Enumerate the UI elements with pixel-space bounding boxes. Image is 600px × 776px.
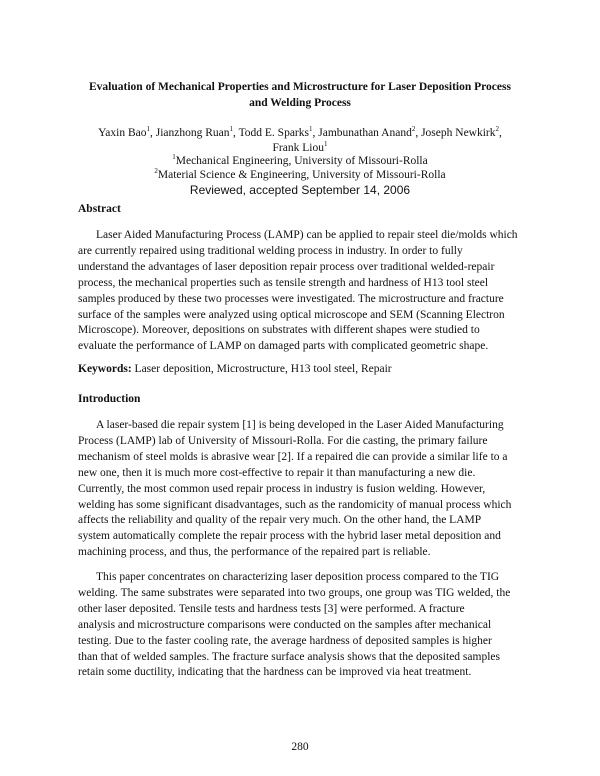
author: Todd E. Sparks$^1$,: [238, 125, 319, 139]
abstract-heading: Abstract: [78, 203, 121, 215]
text-line: process, the mechanical properties such as tensile strength and hardness of H13 tool steel: [78, 276, 489, 289]
paper-title: [60, 80, 540, 111]
title-line-2: and Welding Process: [249, 96, 351, 109]
text-line: evaluate the performance of LAMP on damaged parts with complicated geometric shape.: [78, 340, 489, 353]
text-line: testing. Due to the faster cooling rate, the average hardness of deposited samples is higher: [78, 634, 492, 647]
introduction-heading: Introduction: [78, 393, 141, 405]
text-line: Process (LAMP) lab of University of Missouri-Rolla. For die casting, the primary failure: [78, 434, 488, 447]
review-date: Reviewed, accepted September 14, 2006: [189, 183, 411, 197]
text-line: analysis and microstructure comparisons were conducted on the samples after mechanical: [78, 618, 492, 631]
text-line: other laser deposited. Tensile tests and hardness tests [3] were performed. A fracture: [78, 602, 465, 615]
author: Joseph Newkirk$^2$,: [421, 125, 502, 139]
text-line: machining process, and thus, the performance of the repaired part is reliable.: [78, 546, 431, 559]
keywords-text: Laser deposition, Microstructure, H13 tool steel, Repair: [131, 363, 392, 375]
author: Frank Liou$^1$: [272, 139, 328, 154]
affiliation-2: $^2$Material Science & Engineering, University of Missouri-Rolla: [154, 167, 446, 181]
text-line: than that of welded samples. The fracture surface analysis shows that the deposited samples: [78, 650, 500, 663]
affiliation-1: $^1$Mechanical Engineering, University of Missouri-Rolla: [172, 153, 428, 167]
text-line: system automatically complete the repair process with the hybrid laser metal deposition and: [78, 530, 501, 543]
text-line: affects the reliability and quality of the repair very much. On the other hand, the LAMP: [78, 514, 482, 527]
text-line: understand the advantages of laser deposition repair process over traditional welded-repair: [78, 260, 495, 273]
introduction-paragraph-1: [78, 418, 522, 561]
author: Jambunathan Anand$^2$,: [318, 125, 422, 139]
text-line: are currently repaired using traditional welding process in industry. In order to fully: [78, 244, 463, 257]
text-line: Currently, the most common used repair process in industry is fusion welding. However,: [78, 482, 486, 495]
text-line: samples produced by these two processes were investigated. The microstructure and fracture: [78, 292, 504, 305]
author-line-2: [60, 141, 540, 156]
text-line: A laser-based die repair system [1] is being developed in the Laser Aided Manufacturing: [96, 419, 504, 431]
author: Yaxin Bao$^1$,: [98, 125, 156, 139]
text-line: This paper concentrates on characterizing laser deposition process compared to the TIG: [96, 571, 500, 583]
keywords-label: Keywords:: [78, 363, 132, 375]
text-line: retain some ductility, indicating that the hardness can be improved via heat treatment.: [78, 666, 472, 679]
author: Jianzhong Ruan$^1$,: [155, 125, 239, 139]
title-line-1: Evaluation of Mechanical Properties and Microstructure for Laser Deposition Process: [89, 81, 511, 93]
introduction-paragraph-2: [78, 570, 522, 681]
author-line-1: [60, 126, 540, 141]
text-line: new one, then it is much more cost-effective to repair it than manufacturing a new die.: [78, 466, 476, 479]
page-number: 280: [291, 741, 309, 753]
text-line: welding has some significant disadvantages, such as the randomicity of manual process which: [78, 498, 512, 511]
author-list: [60, 126, 540, 155]
abstract-body: [78, 228, 522, 355]
text-line: Laser Aided Manufacturing Process (LAMP) can be applied to repair steel die/molds which: [96, 229, 518, 241]
text-line: mechanism of steel molds is abrasive wear [2]. If a repaired die can provide a similar life to a: [78, 450, 508, 463]
text-line: Microscope). Moreover, depositions on substrates with different shapes were studied to: [78, 324, 480, 337]
text-line: surface of the samples were analyzed using optical microscope and SEM (Scanning Electron: [78, 308, 505, 321]
text-line: welding. The same substrates were separated into two groups, one group was TIG welded, the: [78, 586, 511, 599]
keywords: [78, 362, 392, 376]
